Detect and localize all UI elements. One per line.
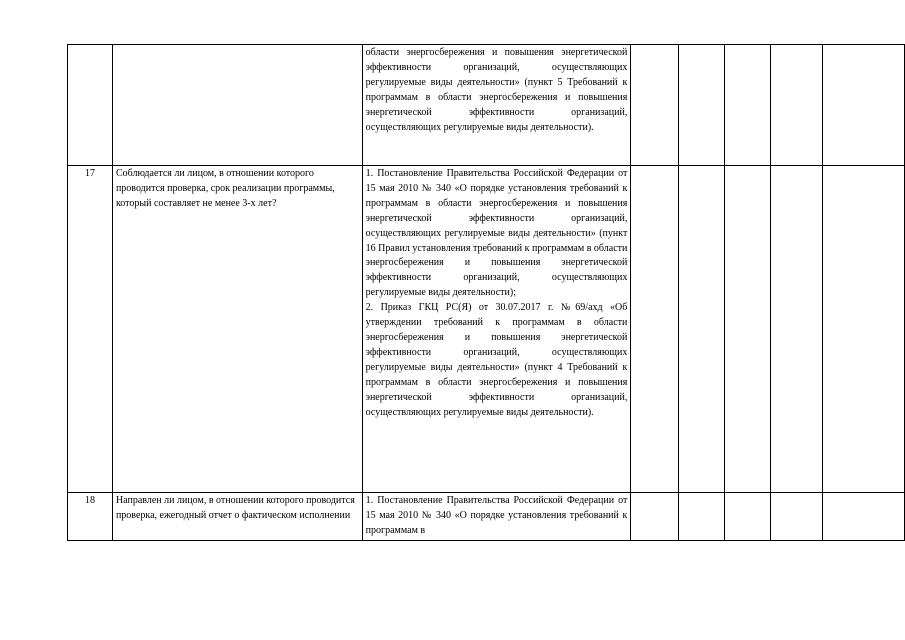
answer-extra-cell [771, 166, 823, 493]
table-row [68, 493, 905, 541]
legal-basis-paragraph: области энергосбережения и повышения энергетической эффективности организаций, осуществляющих регулируемые виды деятельности» (пункт 5 Требований к программам в области энергосбережения и повышения энергетической эффективности организаций, осуществляющих регулируемые виды деятельности). [365, 47, 628, 133]
row-question [112, 45, 362, 166]
legal-basis-paragraph: 2. Приказ ГКЦ РС(Я) от 30.07.2017 г. №69/ахд «Об утверждении требований к программам в области энергосбережения и повышения энергетической эффективности организаций, осуществляющих регулируемые виды деятельности» (пункт 4 Требований к программам в области энергосбережения и повышения энергетической эффективности организаций, осуществляющих регулируемые виды деятельности). [365, 302, 628, 418]
row-number: 18 [68, 493, 113, 541]
row-number: 17 [68, 166, 113, 493]
row-question: Направлен ли лицом, в отношении которого проводится проверка, ежегодный отчет о фактическом исполнении [112, 493, 362, 541]
checklist-table [67, 44, 905, 541]
table-row [68, 166, 905, 493]
answer-no-cell [679, 166, 725, 493]
answer-yes-cell [631, 166, 679, 493]
answer-extra-cell [771, 493, 823, 541]
answer-na-cell [725, 166, 771, 493]
row-number [68, 45, 113, 166]
legal-basis-paragraph: 1. Постановление Правительства Российской Федерации от 15 мая 2010 № 340 «О порядке установления требований к программам в области энергосбережения и повышения энергетической эффективности организаций, осуществляющих регулируемые виды деятельности» (пункт 16 Правил установления требований к программам в области энергосбережения и повышения энергетической эффективности организаций, осуществляющих регулируемые виды деятельности); [365, 168, 628, 299]
legal-basis-paragraph: 1. Постановление Правительства Российской Федерации от 15 мая 2010 № 340 «О порядке установления требований к программам в [365, 495, 628, 536]
answer-yes-cell [631, 493, 679, 541]
answer-extra-cell [771, 45, 823, 166]
row-legal-basis [362, 493, 631, 541]
notes-cell [823, 166, 905, 493]
answer-no-cell [679, 45, 725, 166]
answer-na-cell [725, 493, 771, 541]
answer-na-cell [725, 45, 771, 166]
answer-no-cell [679, 493, 725, 541]
notes-cell [823, 45, 905, 166]
row-question: Соблюдается ли лицом, в отношении которого проводится проверка, срок реализации программы, который составляет не менее 3-х лет? [112, 166, 362, 493]
notes-cell [823, 493, 905, 541]
row-legal-basis [362, 166, 631, 493]
row-legal-basis [362, 45, 631, 166]
table-row [68, 45, 905, 166]
answer-yes-cell [631, 45, 679, 166]
